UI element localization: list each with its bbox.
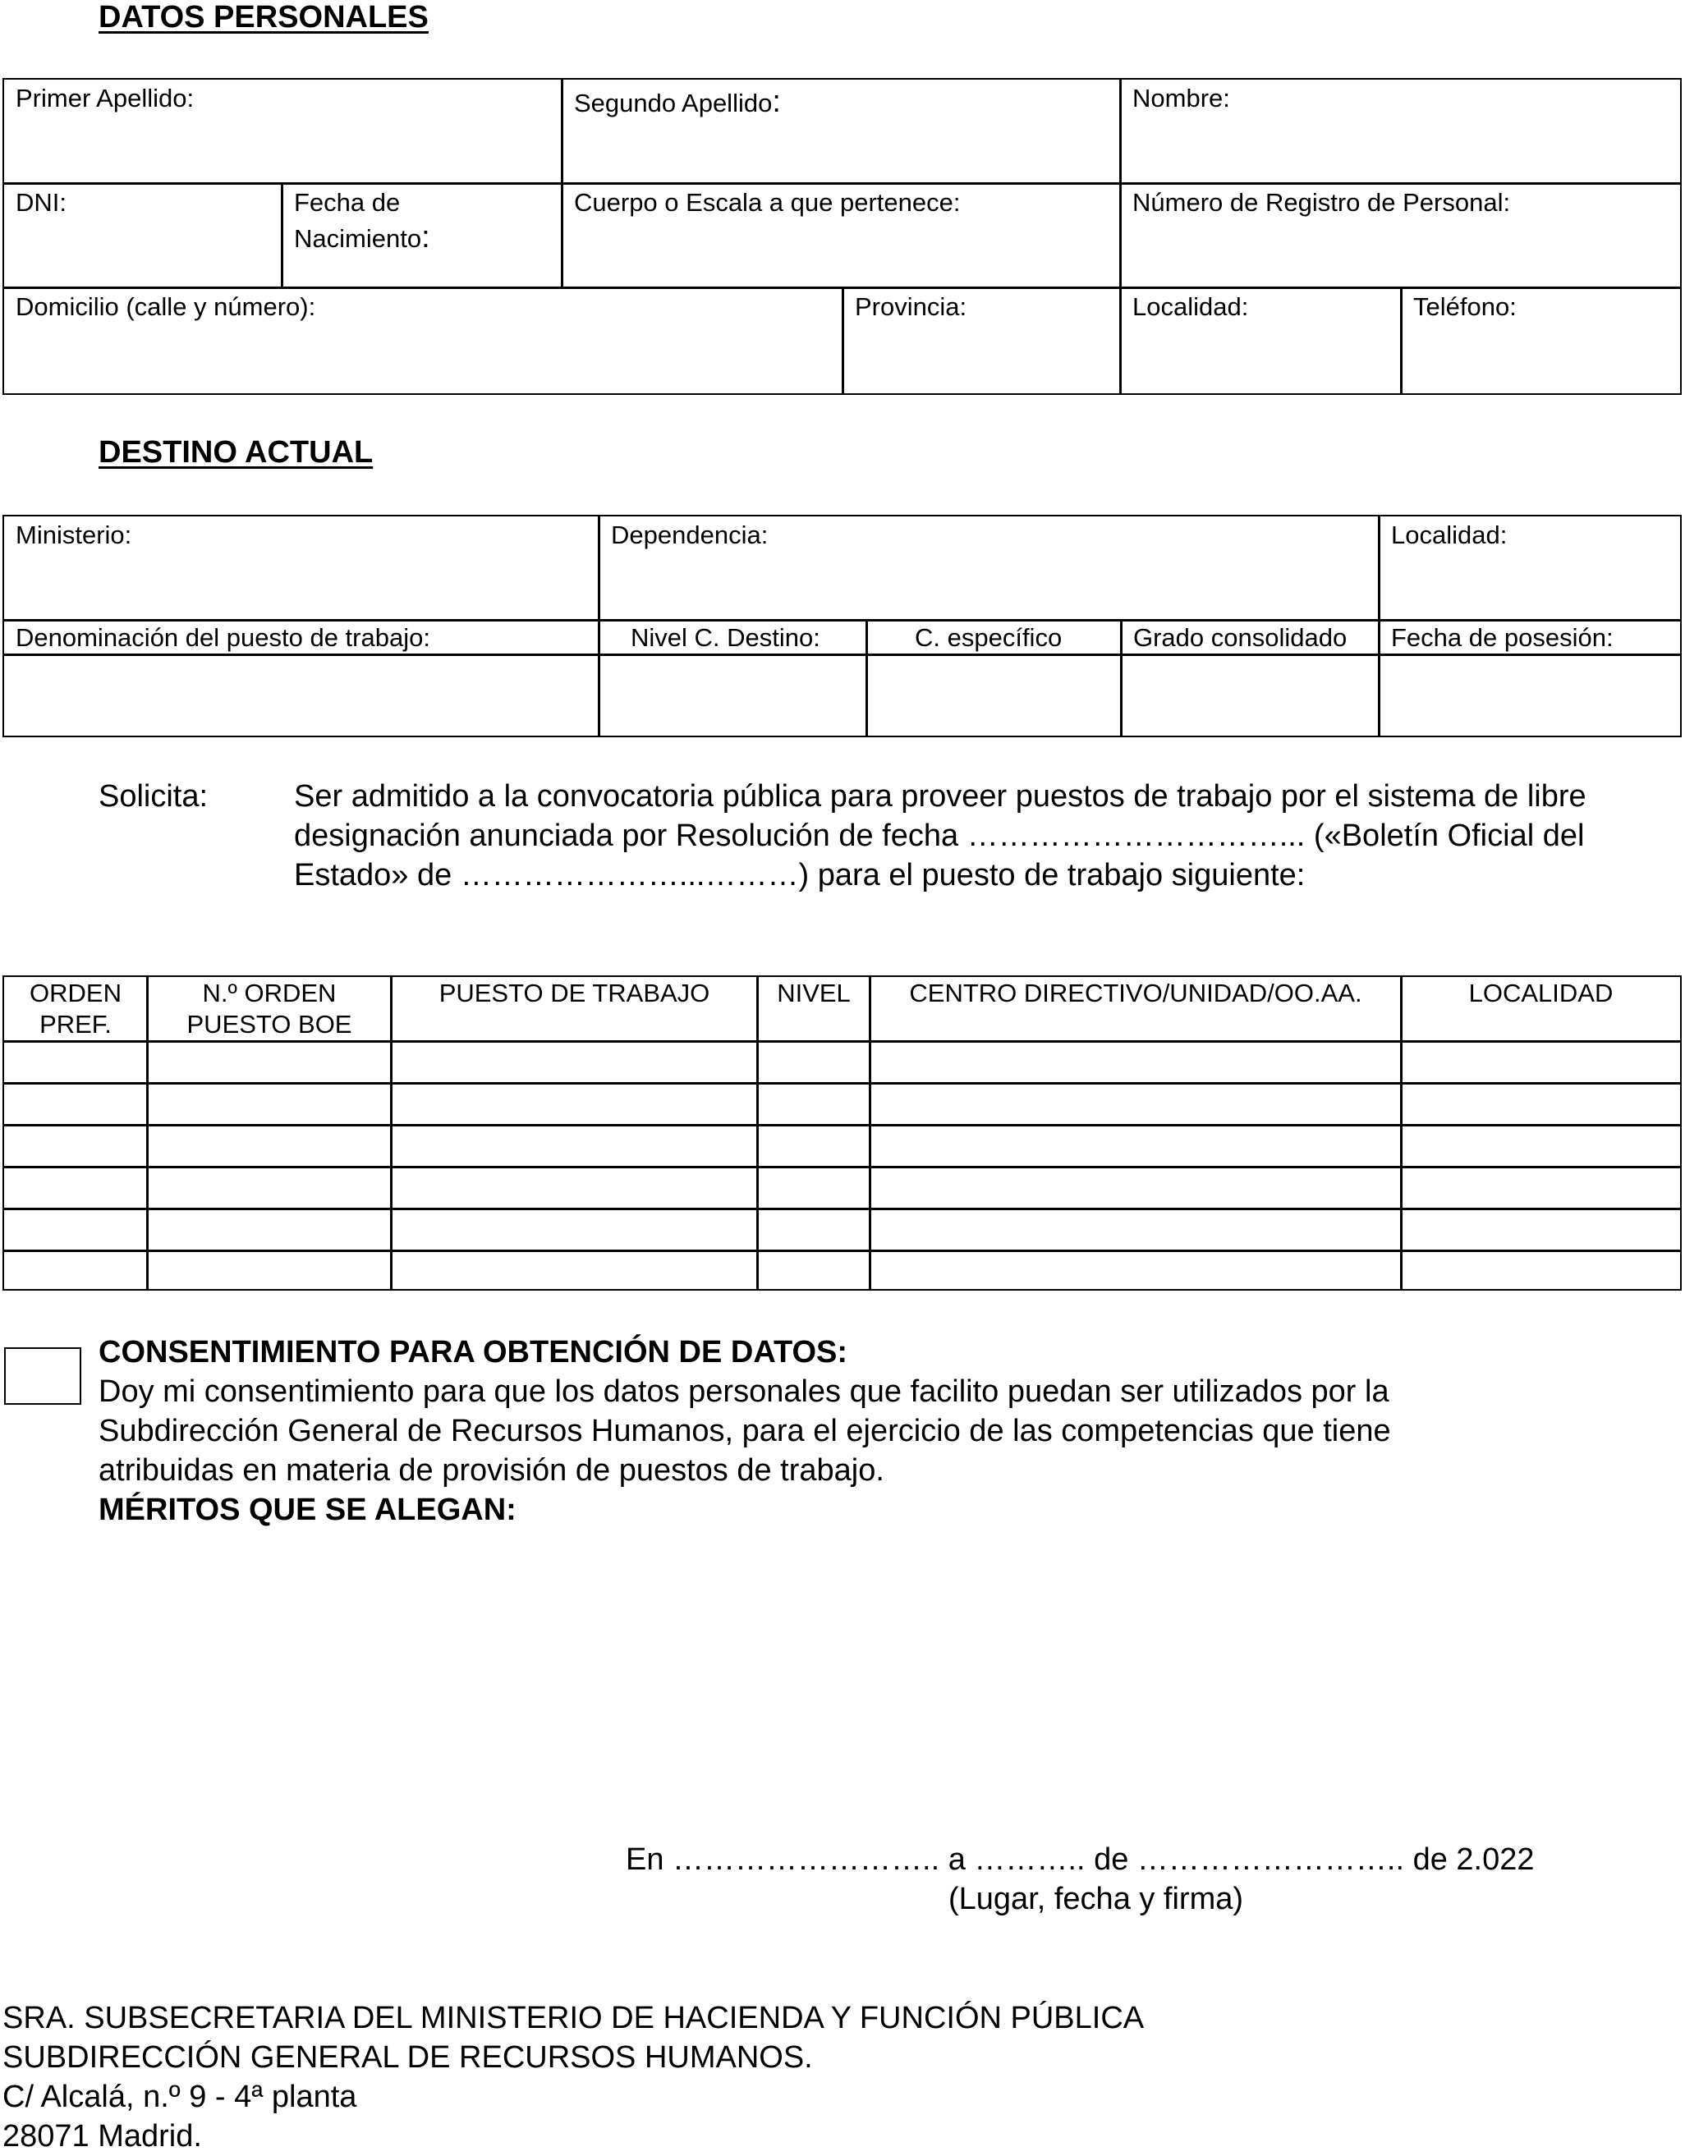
col-localidad-label: LOCALIDAD	[1468, 979, 1614, 1007]
puestos-cell-localidad[interactable]	[1400, 1040, 1682, 1085]
meritos-heading: MÉRITOS QUE SE ALEGAN:	[99, 1493, 517, 1527]
puestos-cell-centro[interactable]	[869, 1166, 1403, 1210]
dni-field[interactable]	[2, 182, 283, 289]
puestos-cell-localidad[interactable]	[1400, 1208, 1682, 1252]
solicita-line-1: Ser admitido a la convocatoria pública para proveer puestos de trabajo por el sistema de libre	[294, 779, 1586, 814]
puestos-cell-orden-boe[interactable]	[146, 1208, 393, 1252]
nivel-destino-input[interactable]	[598, 654, 868, 737]
segundo-apellido-field[interactable]	[561, 78, 1122, 185]
puestos-cell-centro[interactable]	[869, 1124, 1403, 1168]
firma-line: En …………………….. a ……….. de …………………….. de 2.022	[626, 1842, 1535, 1877]
consent-line-2: Subdirección General de Recursos Humanos, para el ejercicio de las competencias que tiene	[99, 1414, 1391, 1448]
destinatario-line-2: SUBDIRECCIÓN GENERAL DE RECURSOS HUMANOS.	[2, 2040, 813, 2075]
primer-apellido-label: Primer Apellido:	[16, 84, 195, 112]
localidad-field[interactable]	[1119, 287, 1403, 395]
cuerpo-escala-label: Cuerpo o Escala a que pertenece:	[574, 188, 961, 217]
puestos-cell-orden-pref[interactable]	[2, 1040, 149, 1085]
col-centro-label: CENTRO DIRECTIVO/UNIDAD/OO.AA.	[909, 979, 1362, 1007]
segundo-apellido-label: Segundo Apellido:	[574, 85, 781, 119]
consent-checkbox[interactable]	[4, 1347, 81, 1405]
ministerio-field[interactable]	[2, 515, 600, 622]
puestos-cell-orden-boe[interactable]	[146, 1250, 393, 1291]
telefono-label: Teléfono:	[1413, 292, 1517, 321]
col-orden-boe-label-1: N.º ORDEN	[202, 979, 337, 1007]
puestos-cell-localidad[interactable]	[1400, 1082, 1682, 1126]
col-centro-header	[869, 975, 1403, 1043]
dni-label: DNI:	[16, 188, 67, 217]
denominacion-label: Denominación del puesto de trabajo:	[16, 623, 430, 652]
grado-consolidado-label: Grado consolidado	[1133, 623, 1348, 652]
puestos-cell-orden-boe[interactable]	[146, 1082, 393, 1126]
col-orden-pref-label-1: ORDEN	[30, 979, 122, 1007]
consent-line-1: Doy mi consentimiento para que los datos personales que facilito puedan ser utilizados por la	[99, 1374, 1389, 1409]
provincia-label: Provincia:	[855, 292, 967, 321]
col-orden-pref-label-2: PREF.	[39, 1010, 112, 1039]
destinatario-line-1: SRA. SUBSECRETARIA DEL MINISTERIO DE HACIENDA Y FUNCIÓN PÚBLICA	[2, 2001, 1145, 2035]
solicita-line-2: designación anunciada por Resolución de fecha …………………………... («Boletín Oficial del	[294, 819, 1585, 853]
fecha-nacimiento-field[interactable]	[281, 182, 563, 289]
telefono-field[interactable]	[1400, 287, 1682, 395]
destinatario-line-4: 28071 Madrid.	[2, 2119, 202, 2154]
dependencia-label: Dependencia:	[611, 521, 769, 549]
grado-consolidado-input[interactable]	[1120, 654, 1380, 737]
puestos-cell-orden-boe[interactable]	[146, 1124, 393, 1168]
col-localidad-header	[1400, 975, 1682, 1043]
col-nivel-label: NIVEL	[777, 979, 851, 1007]
puestos-cell-puesto[interactable]	[390, 1124, 759, 1168]
puestos-cell-orden-boe[interactable]	[146, 1040, 393, 1085]
solicita-line-3: Estado» de …………………...………) para el puesto de trabajo siguiente:	[294, 858, 1306, 892]
cuerpo-escala-field[interactable]	[561, 182, 1122, 289]
nivel-destino-label: Nivel C. Destino:	[631, 623, 820, 652]
puestos-cell-centro[interactable]	[869, 1208, 1403, 1252]
puestos-cell-localidad[interactable]	[1400, 1124, 1682, 1168]
provincia-field[interactable]	[842, 287, 1122, 395]
puestos-cell-localidad[interactable]	[1400, 1250, 1682, 1291]
puestos-cell-localidad[interactable]	[1400, 1166, 1682, 1210]
col-orden-pref-header	[2, 975, 149, 1043]
puestos-cell-orden-boe[interactable]	[146, 1166, 393, 1210]
puestos-cell-centro[interactable]	[869, 1040, 1403, 1085]
consent-title: CONSENTIMIENTO PARA OBTENCIÓN DE DATOS:	[99, 1335, 848, 1369]
puestos-cell-nivel[interactable]	[756, 1124, 871, 1168]
solicita-label: Solicita:	[99, 779, 209, 814]
col-orden-boe-header	[146, 975, 393, 1043]
destino-actual-heading: DESTINO ACTUAL	[99, 435, 374, 470]
puestos-cell-centro[interactable]	[869, 1250, 1403, 1291]
primer-apellido-field[interactable]	[2, 78, 563, 185]
c-especifico-label: C. específico	[915, 623, 1063, 652]
puestos-cell-orden-pref[interactable]	[2, 1208, 149, 1252]
puestos-cell-puesto[interactable]	[390, 1250, 759, 1291]
puestos-cell-nivel[interactable]	[756, 1208, 871, 1252]
nombre-label: Nombre:	[1132, 84, 1230, 112]
puestos-cell-orden-pref[interactable]	[2, 1124, 149, 1168]
fecha-nacimiento-label-2: Nacimiento:	[294, 220, 430, 255]
puestos-cell-nivel[interactable]	[756, 1040, 871, 1085]
datos-personales-heading: DATOS PERSONALES	[99, 0, 429, 34]
puestos-cell-orden-pref[interactable]	[2, 1082, 149, 1126]
puestos-cell-puesto[interactable]	[390, 1166, 759, 1210]
domicilio-field[interactable]	[2, 287, 844, 395]
grado-consolidado-header	[1120, 619, 1380, 656]
denominacion-header	[2, 619, 600, 656]
firma-caption: (Lugar, fecha y firma)	[948, 1882, 1244, 1916]
puestos-cell-centro[interactable]	[869, 1082, 1403, 1126]
destino-localidad-label: Localidad:	[1391, 521, 1508, 549]
col-nivel-header	[756, 975, 871, 1043]
dependencia-field[interactable]	[598, 515, 1380, 622]
puestos-cell-puesto[interactable]	[390, 1040, 759, 1085]
col-puesto-label: PUESTO DE TRABAJO	[438, 979, 710, 1007]
destinatario-line-3: C/ Alcalá, n.º 9 - 4ª planta	[2, 2080, 357, 2114]
ministerio-label: Ministerio:	[16, 521, 132, 549]
puestos-cell-orden-pref[interactable]	[2, 1250, 149, 1291]
fecha-posesion-label: Fecha de posesión:	[1391, 623, 1614, 652]
puestos-cell-nivel[interactable]	[756, 1250, 871, 1291]
localidad-label: Localidad:	[1132, 292, 1249, 321]
nombre-field[interactable]	[1119, 78, 1682, 185]
domicilio-label: Domicilio (calle y número):	[16, 292, 316, 321]
c-especifico-header	[865, 619, 1123, 656]
puestos-cell-nivel[interactable]	[756, 1082, 871, 1126]
numero-registro-label: Número de Registro de Personal:	[1132, 188, 1511, 217]
puestos-cell-puesto[interactable]	[390, 1082, 759, 1126]
c-especifico-input[interactable]	[865, 654, 1123, 737]
puestos-cell-puesto[interactable]	[390, 1208, 759, 1252]
destino-localidad-field[interactable]	[1378, 515, 1682, 622]
fecha-nacimiento-label-1: Fecha de	[294, 188, 401, 217]
nivel-destino-header	[598, 619, 868, 656]
fecha-posesion-header	[1378, 619, 1682, 656]
col-orden-boe-label-2: PUESTO BOE	[186, 1010, 352, 1039]
denominacion-input[interactable]	[2, 654, 600, 737]
fecha-posesion-input[interactable]	[1378, 654, 1682, 737]
col-puesto-header	[390, 975, 759, 1043]
numero-registro-field[interactable]	[1119, 182, 1682, 289]
puestos-cell-orden-pref[interactable]	[2, 1166, 149, 1210]
puestos-cell-nivel[interactable]	[756, 1166, 871, 1210]
consent-line-3: atribuidas en materia de provisión de puestos de trabajo.	[99, 1453, 884, 1488]
